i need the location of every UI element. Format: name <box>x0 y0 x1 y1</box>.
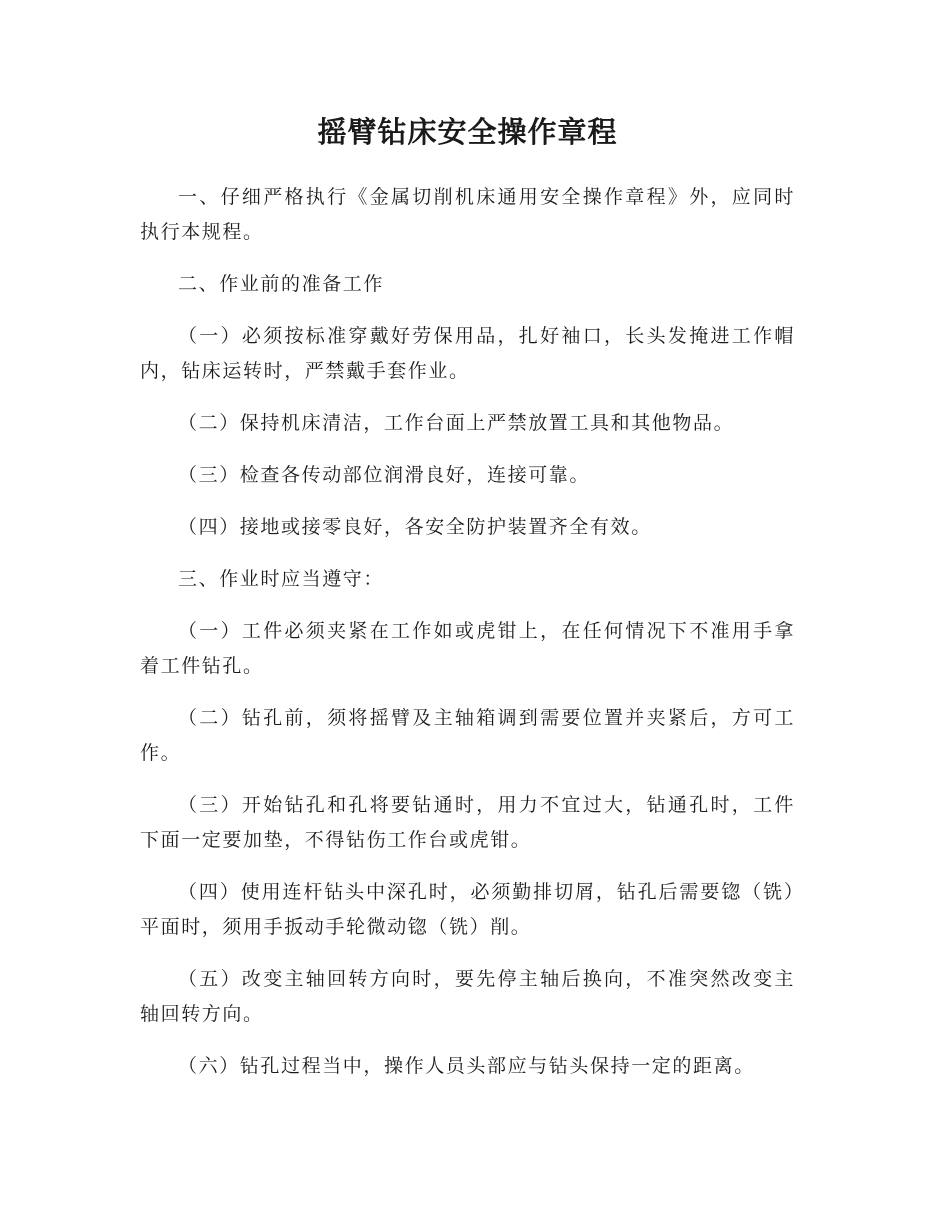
paragraph-4: （二）保持机床清洁，工作台面上严禁放置工具和其他物品。 <box>178 412 735 434</box>
document-page <box>140 110 795 1101</box>
paragraph-7: 三、作业时应当遵守： <box>178 568 385 590</box>
paragraph-11: （四）使用连杆钻头中深孔时，必须勤排切屑，钻孔后需要锪（铣）平面时，须用手扳动手轮微动锪（铣）削。 <box>140 881 795 938</box>
paragraph-13: （六）钻孔过程当中，操作人员头部应与钻头保持一定的距离。 <box>178 1055 755 1077</box>
paragraph-2: 二、作业前的准备工作 <box>178 273 385 295</box>
paragraph-9: （二）钻孔前，须将摇臂及主轴箱调到需要位置并夹紧后，方可工作。 <box>140 707 795 764</box>
paragraph-6: （四）接地或接零良好，各安全防护装置齐全有效。 <box>178 516 652 538</box>
paragraph-5: （三）检查各传动部位润滑良好，连接可靠。 <box>178 464 591 486</box>
document-title: 摇臂钻床安全操作章程 <box>317 115 618 149</box>
paragraph-3: （一）必须按标准穿戴好劳保用品，扎好袖口，长头发掩进工作帽内，钻床运转时，严禁戴手套作业。 <box>140 325 795 382</box>
paragraph-10: （三）开始钻孔和孔将要钻通时，用力不宜过大，钻通孔时，工件下面一定要加垫，不得钻伤工作台或虎钳。 <box>140 794 795 851</box>
paragraph-8: （一）工件必须夹紧在工作如或虎钳上，在任何情况下不准用手拿着工件钻孔。 <box>140 620 795 677</box>
paragraph-1: 一、仔细严格执行《金属切削机床通用安全操作章程》外，应同时执行本规程。 <box>140 186 795 243</box>
paragraph-12: （五）改变主轴回转方向时，要先停主轴后换向，不准突然改变主轴回转方向。 <box>140 968 795 1025</box>
